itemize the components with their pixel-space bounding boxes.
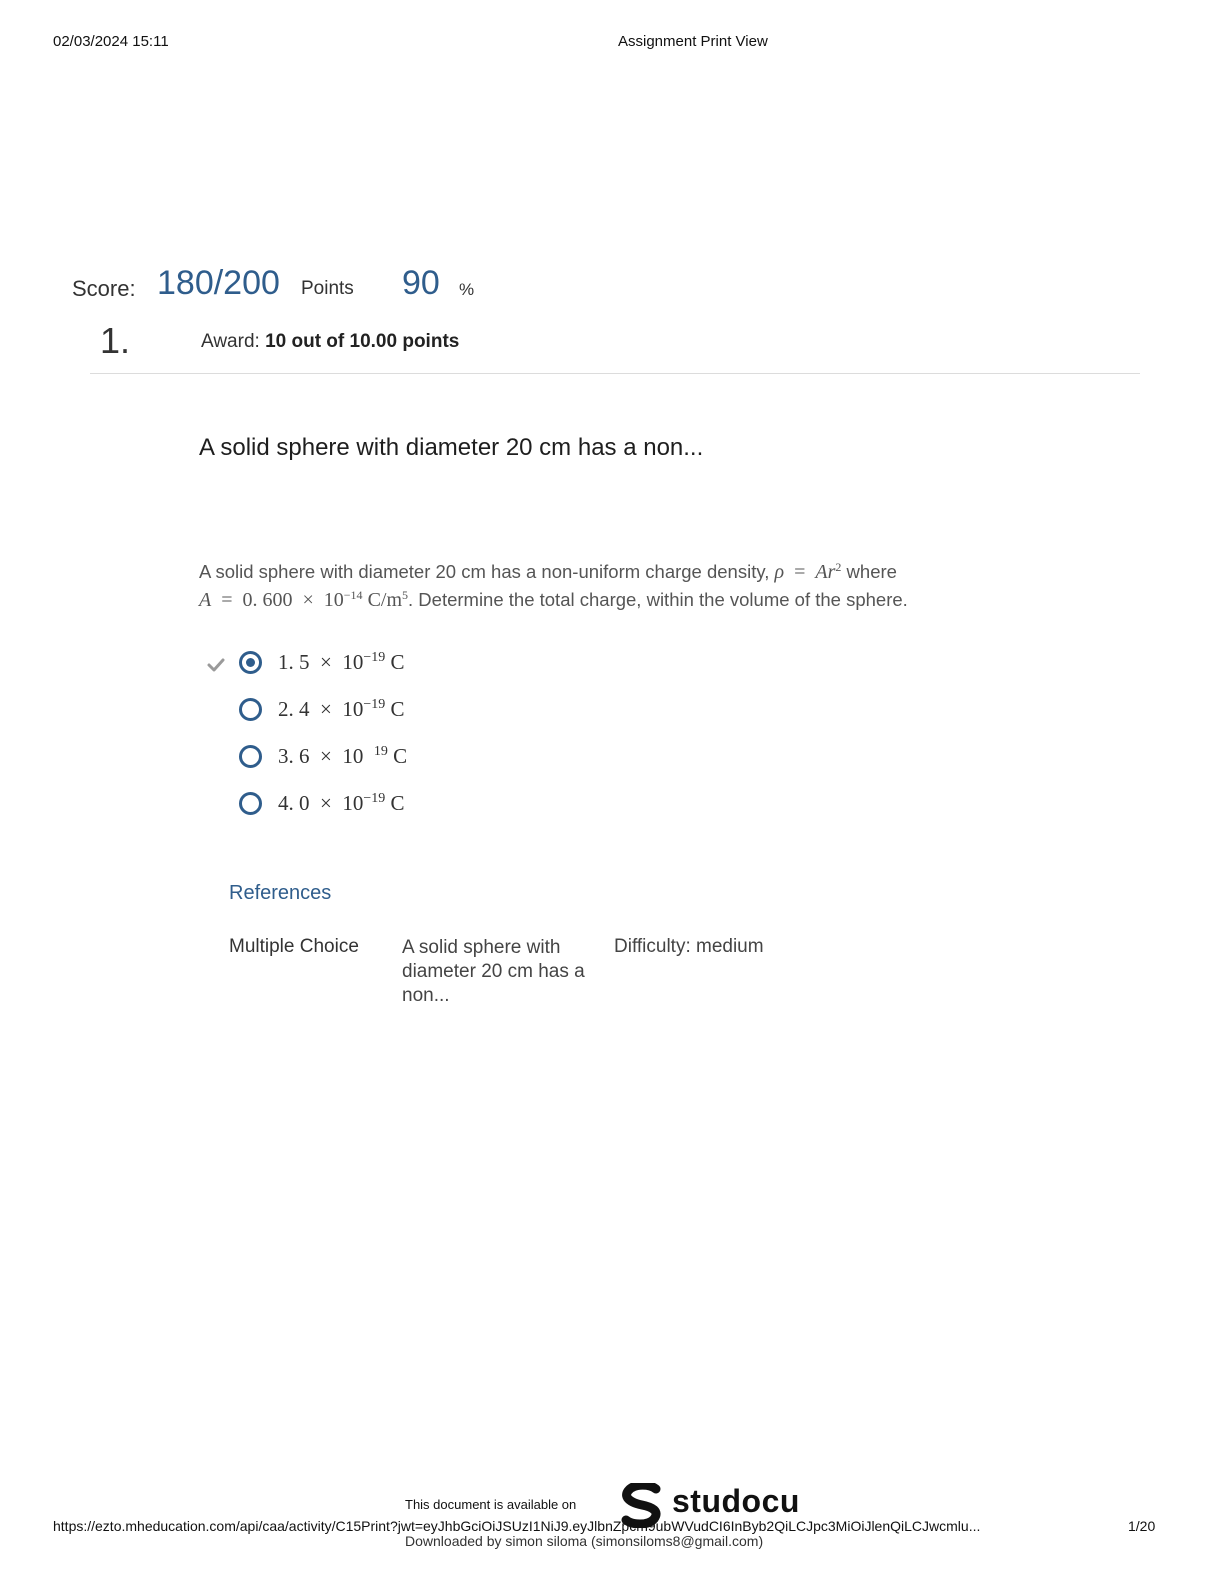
source-url: https://ezto.mheducation.com/api/caa/activity/C15Print?jwt=eyJhbGciOiJSUzI1NiJ9.eyJlbnZpcm9ubWVudCI6InByb2QiLCJpc3MiOiJlenQiLCJwcmlu... [53,1518,981,1534]
page-number: 1/20 [1128,1518,1156,1534]
choice-label: 4. $0 \times 10^{-19}$ C [278,791,405,815]
question-body-text-3: . Determine the total charge, within the volume of the sphere. [408,589,908,610]
choice-label: 3. 6 × 10 $^{19}$ C [278,744,408,768]
radio-icon[interactable] [239,792,262,815]
references-heading: References [229,882,332,904]
score-label: Score: [72,276,136,301]
question-heading: A solid sphere with diameter 20 cm has a non... [199,434,704,461]
question-body [199,558,1079,614]
density-formula: ρ = Ar$^2$ [774,560,842,583]
choice-label: 1. $5 \times 10^{-19}$ C [278,650,405,674]
answer-choice[interactable] [203,742,603,778]
award-text [201,331,459,353]
answer-choice[interactable] [203,695,603,731]
divider [90,373,1140,374]
question-body-text-1: A solid sphere with diameter 20 cm has a non-uniform charge density, [199,561,775,582]
radio-icon[interactable] [239,745,262,768]
choice-label: 2. $4 \times 10^{-19}$ C [278,697,405,721]
brand-name: studocu [672,1483,800,1519]
percent-sign: % [459,280,475,299]
availability-note: This document is available on [405,1497,577,1512]
award-label: Award: [201,331,260,352]
score-value: 180/200 [157,264,280,302]
reference-question-excerpt: A solid sphere with diameter 20 cm has a non... [402,937,585,1006]
constant-formula: A = 0. $600 \times 10^{-14}$ $C/m^5$ [199,588,409,611]
correct-check-icon [206,655,226,675]
radio-icon[interactable] [239,698,262,721]
award-value: 10 out of 10.00 points [265,331,460,352]
score-percent: 90 [402,264,440,302]
points-label: Points [301,278,354,299]
question-number: 1. [100,320,131,361]
download-note: Downloaded by simon siloma (simonsiloms8@gmail.com) [405,1533,764,1549]
print-page-title: Assignment Print View [618,33,768,50]
print-datetime: 02/03/2024 15:11 [53,33,169,50]
reference-difficulty: Difficulty: medium [614,936,764,957]
answer-choice[interactable] [203,789,603,825]
reference-question-type: Multiple Choice [229,936,359,957]
answer-choice[interactable] [203,648,603,684]
radio-selected-icon[interactable] [239,651,262,674]
question-body-text-2: where [841,561,897,582]
